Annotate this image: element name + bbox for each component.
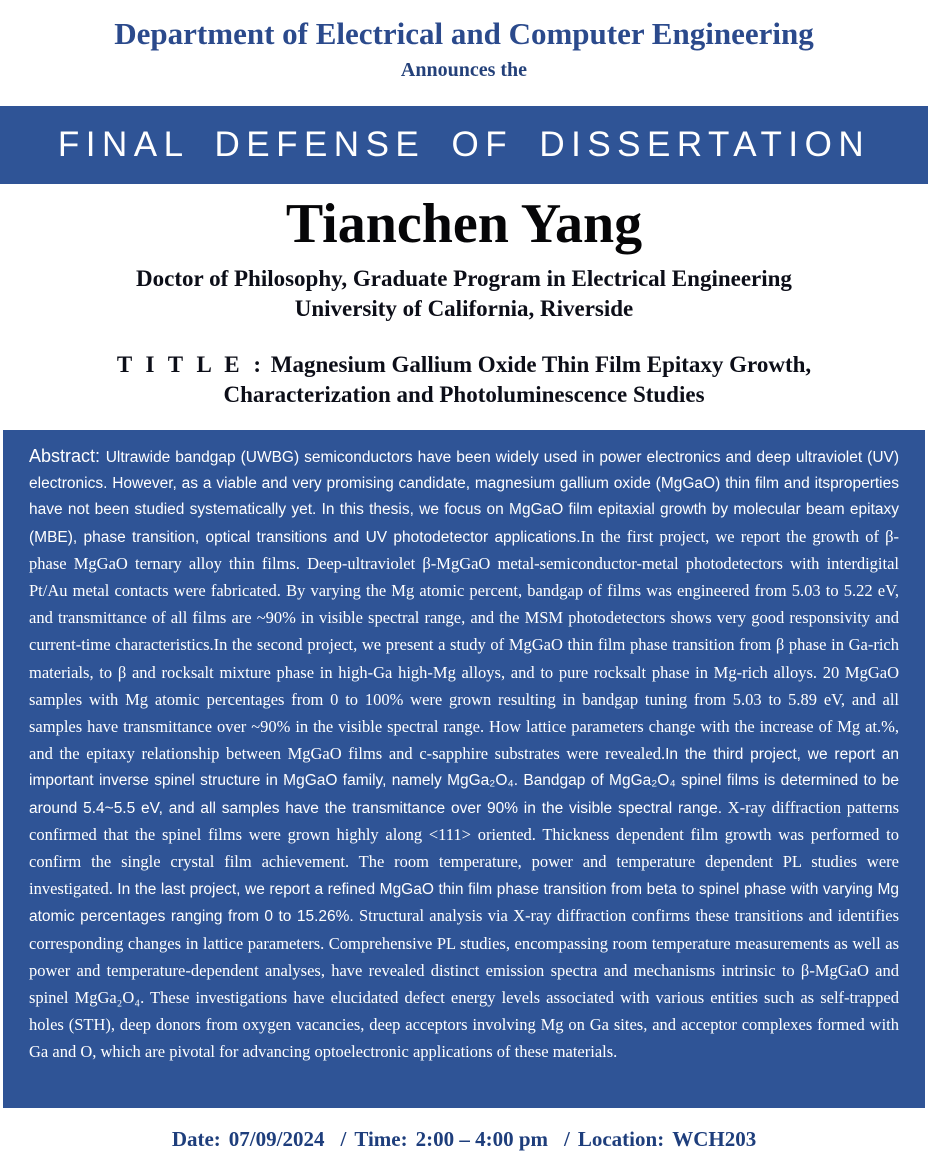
abstract-segment: Structural analysis via X-ray diffraction confirms these transitions and identifies corresponding changes in lattice parameters. Comprehensive PL studies, encompassing room temperature measurements as well as power and temperature-dependent analyses, have revealed distinct emission spectra and mechanisms intrinsic to β-MgGaO and spinel MgGa₂O₄. These investigations have elucidated defect energy levels associated with various entities such as self-trapped holes (STH), deep donors from oxygen vacancies, deep acceptors involving Mg on Ga sites, and acceptor complexes formed with Ga and O, which are pivotal for advancing optoelectronic applications of these materials.	[29, 906, 899, 1062]
degree-line1: Doctor of Philosophy, Graduate Program in Electrical Engineering	[136, 266, 792, 291]
abstract-segment: In the third project, we report an important inverse spinel structure in MgGaO family, namely MgGa₂O₄. Bandgap of MgGa₂O₄ spinel films is determined to be around 5.4~5.5 eV, and all samples have the transmittance over 90% in the visible spectral range.	[29, 746, 899, 817]
title-line2: Characterization and Photoluminescence Studies	[223, 382, 705, 407]
date-label: Date:	[171, 1127, 221, 1151]
title-label: T I T L E :	[116, 352, 266, 377]
time-separator: /	[340, 1127, 347, 1151]
location-value: WCH203	[672, 1127, 757, 1151]
time-group	[340, 1124, 548, 1154]
time-value: 2:00 – 4:00 pm	[415, 1127, 549, 1151]
abstract-segment: In the last project, we report a refined MgGaO thin film phase transition from beta to spinel phase with varying Mg atomic percentages ranging from 0 to 15.26%.	[29, 881, 899, 926]
department-header: Department of Electrical and Computer Engineering	[114, 16, 814, 51]
abstract-segment: In the first project, we report the growth of β-phase MgGaO ternary alloy thin films. Deep-ultraviolet β-MgGaO metal-semiconductor-metal photodetectors with interdigital Pt/Au metal contacts were fabricated. By varying the Mg atomic percent, bandgap of films was engineered from 5.03 to 5.22 eV, and transmittance of all films are ~90% in visible spectral range, and the MSM photodetectors shows very good responsivity and current-time characteristics.	[29, 526, 899, 655]
abstract-segment: Ultrawide bandgap (UWBG) semiconductors have been widely used in power electronics and deep ultraviolet (UV) electronics. However, as a viable and very promising candidate, magnesium gallium oxide (MgGaO) thin film and itsproperties have not been studied systematically yet. In this thesis, we focus on MgGaO film epitaxial growth by molecular beam epitaxy (MBE), phase transition, optical transitions and UV photodetector applications.	[29, 449, 900, 546]
abstract-paragraph	[29, 443, 899, 1067]
dissertation-title	[0, 350, 928, 410]
abstract-segment: X-ray diffraction patterns confirmed that the spinel films were grown highly along <111> oriented. Thickness dependent film growth was performed to confirm the single crystal film achievement. The room temperature, power and temperature dependent PL studies were investigated.	[29, 797, 899, 899]
title-line1: Magnesium Gallium Oxide Thin Film Epitaxy Growth,	[270, 352, 812, 377]
abstract-label: Abstract:	[29, 446, 106, 466]
event-details	[0, 1124, 928, 1154]
location-separator: /	[564, 1127, 570, 1151]
defense-banner	[0, 106, 928, 184]
degree-line2: University of California, Riverside	[294, 296, 634, 321]
date-value: 07/09/2024	[228, 1127, 325, 1151]
announces-subheader: Announces the	[400, 59, 528, 81]
abstract-box	[3, 430, 925, 1108]
banner-text: FINAL DEFENSE OF DISSERTATION	[57, 125, 871, 164]
abstract-segments	[29, 449, 899, 1061]
degree-info	[0, 264, 928, 324]
time-label: Time:	[354, 1127, 408, 1151]
date-group	[172, 1124, 325, 1154]
candidate-name: Tianchen Yang	[285, 193, 643, 255]
abstract-segment: In the second project, we present a study of MgGaO thin film phase transition from β phase in Ga-rich materials, to β and rocksalt mixture phase in high-Ga high-Mg alloys, and to pure rocksalt phase in Mg-rich alloys. 20 MgGaO samples with Mg atomic percentages from 0 to 100% were grown resulting in bandgap tuning from 5.03 to 5.89 eV, and all samples have transmittance over ~90% in the visible spectral range. How lattice parameters change with the increase of Mg at.%, and the epitaxy relationship between MgGaO films and c-sapphire substrates were revealed.	[29, 635, 899, 764]
location-label: Location:	[577, 1127, 665, 1151]
location-group	[564, 1124, 756, 1154]
